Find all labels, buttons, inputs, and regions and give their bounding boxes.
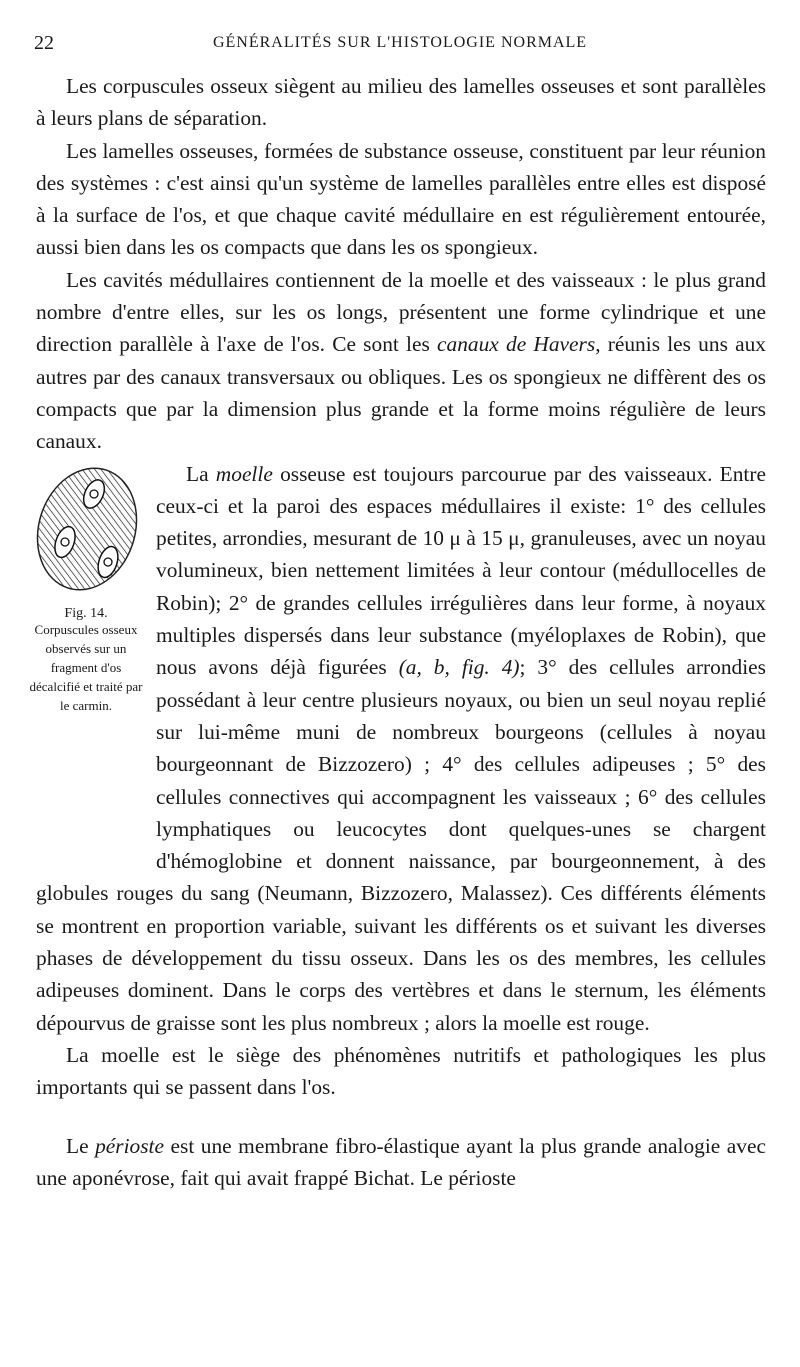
page-header (30, 28, 770, 58)
moelle-term: moelle (215, 461, 273, 486)
bone-fragment-figure (32, 464, 142, 594)
paragraph-6 (36, 1130, 766, 1195)
paragraph-3-text-a: Les cavités médullaires contiennent de la moelle et des vaisseaux : le plus grand nombre d'entre elles, sur les os longs, présentent une forme cylindrique et une direction parallèle à l'axe de l'os. Ce sont les (36, 267, 766, 357)
paragraph-3-text-b: , réunis les uns aux autres par des canaux transversaux ou obliques. Les os spongieux ne diffèrent des os compacts que par la dimension plus grande et la forme moins régulière de leurs canaux. (36, 332, 766, 454)
paragraph-4-text-b: osseuse est toujours parcourue par des vaisseaux. Entre ceux-ci et la paroi des espaces médullaires il existe: 1° des cellules petites, arrondies, mesurant de 10 μ à 15 μ, granuleuses, avec un noyau volumineux, bien nettement limitées à leur contour (médullocelles de Robin); 2° de grandes cellules irrégulières dans leur forme, à noyaux multiples dispersés dans leur substance (myéloplaxes de Robin), que nous avons déjà figurées (156, 461, 766, 680)
paragraph-5: La moelle est le siège des phénomènes nutritifs et pathologiques les plus importants qui se passent dans l'os. (36, 1042, 766, 1100)
page-number: 22 (34, 32, 54, 54)
paragraph-4-text-a: La (186, 461, 209, 486)
paragraph-6-text-a: Le (66, 1133, 89, 1158)
running-title: GÉNÉRALITÉS SUR L'HISTOLOGIE NORMALE (212, 34, 588, 51)
figure-caption: Corpuscules osseux observés sur un fragment d'os décalcifié et traité par le carmin. (29, 621, 143, 713)
paragraph-6-text-b: est une membrane fibro-élastique ayant la plus grande analogie avec une aponévrose, fait qui avait frappé Bichat. Le périoste (36, 1133, 766, 1190)
figure-label: Fig. 14. (64, 605, 108, 621)
paragraph-2: Les lamelles osseuses, formées de substance osseuse, constituent par leur réunion des systèmes : c'est ainsi qu'un système de lamelles parallèles entre elles est disposé à la surface de l'os, et que chaque cavité médullaire en est régulièrement entourée, aussi bien dans les os compacts que dans les os spongieux. (36, 138, 766, 260)
canaux-de-havers-term: canaux de Havers (437, 332, 596, 357)
figure-reference: (a, b, fig. 4) (398, 655, 520, 680)
figure-14 (24, 458, 156, 858)
body-text (29, 70, 766, 1194)
paragraph-3 (36, 264, 766, 458)
paragraph-1: Les corpuscules osseux siègent au milieu des lamelles osseuses et sont parallèles à leurs plans de séparation. (36, 74, 766, 131)
perioste-term: périoste (95, 1133, 164, 1158)
paragraph-4-text-c: ; 3° des cellules arrondies possédant à leur centre plusieurs noyaux, ou bien un seul noyau replié sur lui-même muni de nombreux bourgeons (cellules à noyau bourgeonnant de Bizzozero) ; 4° des cellules adipeuses ; 5° des cellules connectives qui accompagnent les vaisseaux ; 6° des cellules lymphatiques ou leucocytes dont quelques-unes se chargent d'hémoglobine et donnent naissance, par bourgeonnement, à des globules rouges du sang (Neumann, Bizzozero, Malassez). Ces différents éléments se montrent en proportion variable, suivant les différents os et suivant les diverses phases de développement du tissu osseux. Dans les os des membres, les cellules adipeuses dominent. Dans le corps des vertèbres et dans le sternum, les éléments dépourvus de graisse sont les plus nombreux ; alors la moelle est rouge. (36, 655, 766, 1035)
